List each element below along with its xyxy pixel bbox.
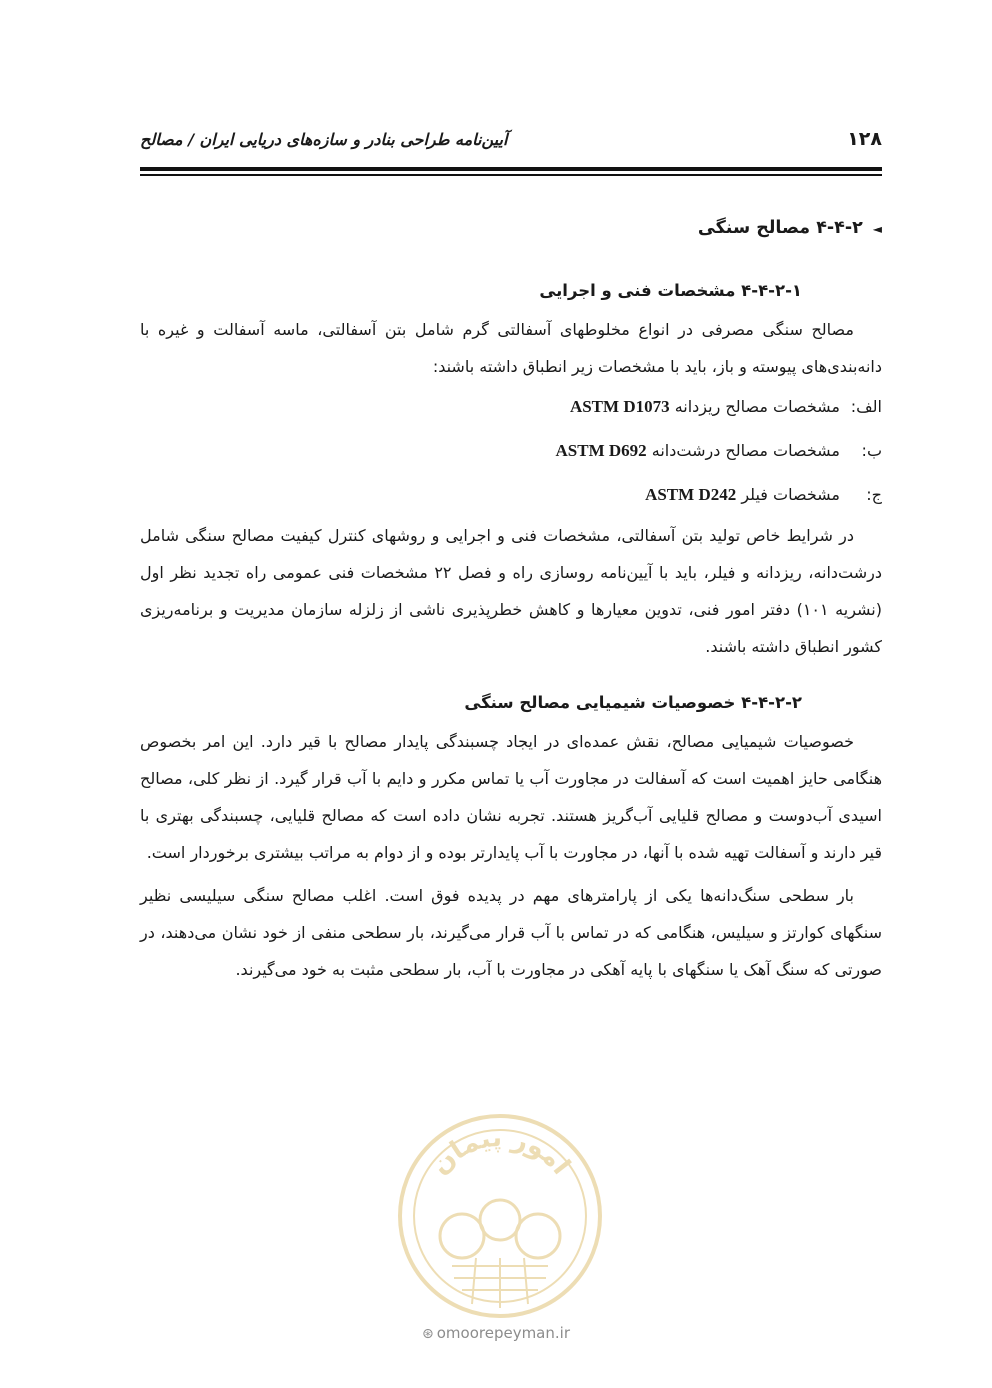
chemistry-paragraph-2: بار سطحی سنگ‌دانه‌ها یکی از پارامترهای مهم در پدیده فوق است. اغلب مصالح سنگی سیلیسی نظیر سنگهای کوارتز و سیلیس، هنگامی که در تماس با آب قرار می‌گیرند، بار سطحی منفی از خود نشان می‌دهند، در صورتی که سنگ آهک یا سنگهای با پایه آهکی در مجاورت با آب، بار سطحی مثبت به خود می‌گیرند. bbox=[140, 886, 882, 979]
subsection-heading-1: ۴-۴-۲-۱ مشخصات فنی و اجرایی bbox=[539, 281, 802, 300]
page-body bbox=[140, 208, 882, 988]
list-marker: ج: bbox=[866, 485, 882, 504]
subsection-heading-2: ۴-۴-۲-۲ خصوصیات شیمیایی مصالح سنگی bbox=[464, 693, 802, 712]
page-header bbox=[140, 128, 882, 158]
standard-code: ASTM D692 bbox=[555, 441, 647, 460]
list-item-text: مشخصات مصالح درشت‌دانه bbox=[651, 441, 840, 460]
intro-paragraph: مصالح سنگی مصرفی در انواع مخلوطهای آسفالتی گرم شامل بتن آسفالتی، ماسه آسفالت و غیره با دانه‌بندی‌های پیوسته و باز، باید با مشخصات زیر انطباق داشته باشند: bbox=[140, 320, 882, 376]
running-title: آیین‌نامه طراحی بنادر و سازه‌های دریایی ایران / مصالح bbox=[140, 130, 508, 149]
watermark-url-text: omoorepeyman.ir bbox=[436, 1324, 570, 1342]
list-item-text: مشخصات فیلر bbox=[741, 485, 840, 504]
globe-icon: ⊛ bbox=[422, 1326, 434, 1342]
standard-code: ASTM D242 bbox=[645, 485, 737, 504]
standards-list bbox=[140, 385, 882, 517]
closing-paragraph: در شرایط خاص تولید بتن آسفالتی، مشخصات فنی و اجرایی و روشهای کنترل کیفیت مصالح سنگی شامل درشت‌دانه، ریزدانه و فیلر، باید با آیین‌نامه روسازی راه و فصل ۲۲ مشخصات فنی عمومی راه تجدید نظر اول (نشریه ۱۰۱) دفتر امور فنی، تدوین معیارها و کاهش خطرپذیری ناشی از زلزله سازمان مدیریت و برنامه‌ریزی کشور انطباق داشته باشند. bbox=[140, 526, 883, 656]
list-item bbox=[140, 473, 882, 517]
watermark-grid-icon bbox=[452, 1258, 548, 1308]
list-item bbox=[140, 429, 882, 473]
standard-code: ASTM D1073 bbox=[569, 397, 670, 416]
watermark-gears-icon bbox=[440, 1200, 560, 1258]
bullet-arrow-icon: ◄ bbox=[872, 222, 882, 236]
watermark-url bbox=[0, 1324, 992, 1342]
section-heading-text: ۴-۴-۲ مصالح سنگی bbox=[697, 218, 863, 238]
list-item-text: مشخصات مصالح ریزدانه bbox=[674, 397, 840, 416]
section-heading bbox=[140, 208, 882, 249]
list-item bbox=[140, 385, 882, 429]
header-rule-thick bbox=[140, 167, 882, 171]
list-marker: الف: bbox=[850, 397, 882, 416]
list-marker: ب: bbox=[861, 441, 882, 460]
chemistry-paragraph-1: خصوصیات شیمیایی مصالح، نقش عمده‌ای در ایجاد چسبندگی پایدار مصالح با قیر دارد. این امر بخصوص هنگامی حایز اهمیت است که آسفالت در مجاورت آب یا تماس مکرر و دایم با آب قرار گیرد. از نظر کلی، مصالح اسیدی آب‌دوست و مصالح قلیایی آب‌گریز هستند. تجربه نشان داده است که مصالح قلیایی، چسبندگی بهتری با قیر دارند و آسفالت تهیه شده با آنها، در مجاورت با آب پایدارتر بوده و از دوام به مراتب بیشتری برخوردار است. bbox=[140, 732, 882, 862]
page-number: ۱۲۸ bbox=[847, 128, 882, 150]
watermark-logo-text: امور پیمان bbox=[425, 1122, 576, 1181]
watermark-logo-icon bbox=[392, 1108, 608, 1324]
header-rule-thin bbox=[140, 174, 882, 176]
